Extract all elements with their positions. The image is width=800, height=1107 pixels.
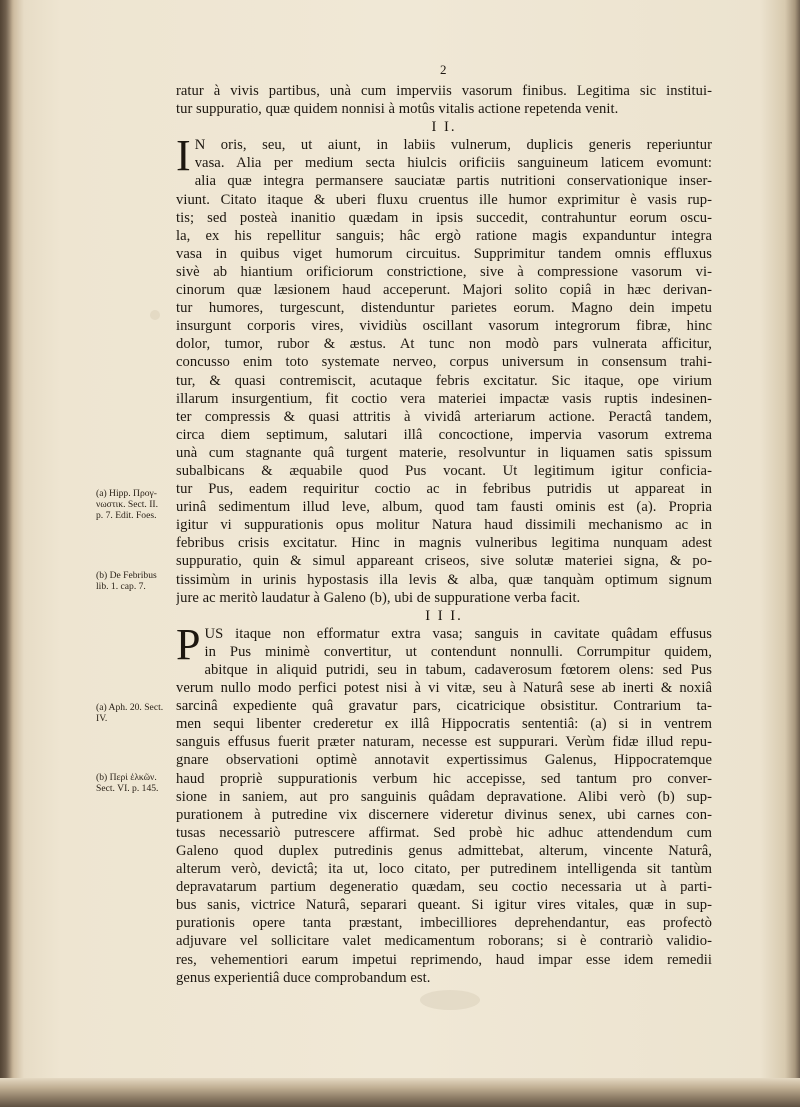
text-line: genus experientiâ duce comprobandum est.	[176, 969, 431, 986]
text-line: tur humores, turgescunt, distenduntur parietes eorum. Magno dein impetu	[176, 300, 712, 317]
text-line: jure ac meritò laudatur à Galeno (b), ubi de suppuratione verba facit.	[176, 589, 581, 606]
page-bottom-edge	[0, 1078, 800, 1107]
text-line: US itaque non efformatur extra vasa; sanguis in cavitate quâdam effusus	[204, 625, 712, 642]
spine-shadow	[0, 0, 14, 1107]
page-number: 2	[440, 62, 447, 77]
text-line: igitur vi suppurationis opus molitur Natura haud dissimili mechanismo ac in	[176, 517, 712, 534]
margin-note-line: νωστικ. Sect. II.	[96, 499, 158, 510]
margin-note-line: p. 7. Edit. Foes.	[96, 510, 157, 521]
text-line: abitque in aliquid putridi, seu in tabum, cadaverosum fœtorem olens: sed Pus	[204, 662, 712, 678]
text-line: depravatarum partium degeneratio quædam, seu coctio necessaria ut à parti-	[176, 879, 712, 896]
margin-note-line: (a) Hipp. Πρoγ-	[96, 488, 157, 499]
text-line: illarum insurgentium, fit coctio vera materiei impactæ vasis ruptis indesinen-	[176, 390, 712, 407]
margin-note-line: (b) De Febribus	[96, 570, 157, 581]
text-line: tur, & quasi contremiscit, acutaque febris excitatur. Sic itaque, ope virium	[176, 372, 712, 389]
text-line: sarcinâ expediente quâ gravatur pars, cicatricique obsistitur. Contrarium ta-	[176, 698, 712, 715]
text-line: men sequi libenter crederetur ex illâ Hippocratis sententiâ: (a) si in ventrem	[176, 716, 712, 733]
text-line: tissimùm in urinis hypostasis illa levis & alba, quæ tanquàm optimum signum	[176, 571, 712, 588]
text-line: sione in saniem, aut pro sanguinis quâdam depravatione. Alibi verò (b) sup-	[176, 788, 712, 805]
text-line: ratur à vivis partibus, unà cum imperviis vasorum finibus. Legitima sic institui-	[176, 83, 712, 99]
text-line: in Pus minimè convertitur, ut contendunt nonnulli. Corrumpitur quidem,	[204, 643, 712, 660]
text-line: insurgunt corporis vires, vividiùs oscillant vasorum integrorum fibræ, hinc	[176, 318, 712, 335]
text-line: alia quæ integra permansere sauciatæ partis nutritioni conservationique inser-	[194, 173, 712, 190]
text-line: purationis opere tanta præstant, imbecilliores deprehendantur, eas profectò	[176, 915, 712, 932]
text-line: haud propriè suppurationis verbum hic accepisse, sed tantum pro conver-	[176, 770, 712, 787]
margin-note-line: (a) Aph. 20. Sect.	[96, 702, 164, 713]
margin-note-line: IV.	[96, 713, 108, 724]
margin-note-line: Sect. VI. p. 145.	[96, 783, 159, 794]
paper-stain	[150, 310, 160, 320]
margin-note	[96, 702, 178, 724]
margin-note-line: (b) Περὶ ἑλκῶν.	[96, 772, 157, 783]
text-line: suppuratio, quin & simul appareant criseos, sive solutæ materiei signa, & po-	[176, 553, 712, 570]
text-line: febribus crisis excitatur. Hinc in magnis vulneribus legitima nunquam adest	[176, 535, 712, 552]
text-line: purationem à putredine vix discernere videretur divinus senex, ubi carnes con-	[176, 806, 712, 823]
text-line: vasa in quibus viget humorum circuitus. Supprimitur tandem omnis effluxus	[176, 245, 712, 262]
text-line: concusso enim toto systemate nerveo, corpus universum in consensum trahi-	[176, 354, 712, 371]
text-line: cinorum quæ læsionem haud acceperunt. Majori solito copiâ in hæc derivan-	[176, 282, 712, 299]
text-line: la, ex his repellitur sanguis; hâc ergò ratione magis expanduntur integra	[176, 227, 712, 244]
drop-capital: I	[176, 131, 191, 181]
text-line: urinâ sedimentum illud leve, album, quod tam fausti ominis est (a). Propria	[176, 499, 712, 516]
text-line: subalbicans & æquabile quod Pus vocant. Ut legitimum igitur conficia-	[176, 462, 712, 479]
text-line: tur Pus, eadem requiritur coctio ac in febribus putridis ut appareat in	[176, 481, 712, 498]
text-line: dolor, tumor, rubor & æstus. At tunc non modò pars vulnerata afficitur,	[176, 336, 712, 353]
text-line: tis; sed posteà inanitio quædam in ipsis succedit, contrahuntur eorum oscu-	[176, 209, 712, 226]
text-line: verum nullo modo perfici potest nisi à vi vitæ, seu à Naturâ sese ab inerti & noxiâ	[176, 680, 712, 697]
text-line: alterum verò, devictâ; ita ut, loco citato, per putredinem intelligenda sit tantùm	[176, 861, 712, 878]
text-line: sanguis effusus fuerit præter naturam, necesse est suppurari. Verùm fidæ illud repu-	[176, 734, 712, 751]
main-text	[176, 82, 712, 987]
text-line: sivè ab hiantium orificiorum constrictione, sive à compressione vasorum vi-	[176, 263, 712, 280]
text-line: tusas necessariò putrescere affirmat. Sed probè hic adhuc attendendum cum	[176, 824, 712, 841]
text-line: circa diem septimum, salutari illâ concoctione, impervia vasorum extrema	[176, 426, 712, 443]
text-line: tur suppuratio, quæ quidem nonnisi à motûs vitalis actione repetenda venit.	[176, 101, 619, 118]
text-line: unà cum stagnante quâ turgent materie, resolvuntur in liquamen satis spissum	[176, 444, 712, 461]
text-line: viunt. Citato itaque & uberi fluxu cruentus ille humor exprimitur è vasis rup-	[176, 191, 712, 208]
margin-note	[96, 570, 178, 592]
text-line: adjuvare vel sollicitare valet medicamentum roborans; si è contrariò validio-	[176, 933, 712, 950]
paper-stain	[420, 990, 480, 1010]
drop-capital: P	[176, 619, 201, 669]
text-line: N oris, seu, ut aiunt, in labiis vulnerum, duplicis generis reperiuntur	[194, 137, 712, 154]
section-heading: I I.	[431, 119, 457, 136]
text-line: bus sanis, victrice Naturâ, separari queant. Si igitur vires vitales, quæ in sup-	[176, 897, 712, 914]
margin-note	[96, 488, 178, 521]
margin-note	[96, 772, 178, 794]
section-heading: I I I.	[425, 607, 463, 624]
text-line: Galeno quod duplex putredinis genus admittebat, alterum, vincente Naturâ,	[176, 842, 712, 859]
text-line: vasa. Alia per medium secta hiulcis orificiis sanguineum laticem evomunt:	[194, 155, 712, 172]
text-line: gnare observationi optimè annotavit expertissimus Galenus, Hippocratemque	[176, 752, 712, 769]
text-line: res, vehementiori earum impetui reprimendo, haud impar esse idem remedii	[176, 951, 712, 968]
margin-note-line: lib. 1. cap. 7.	[96, 581, 146, 592]
text-line: ter compressis & quasi attritis à vividâ arteriarum actione. Peractâ tandem,	[176, 408, 712, 425]
